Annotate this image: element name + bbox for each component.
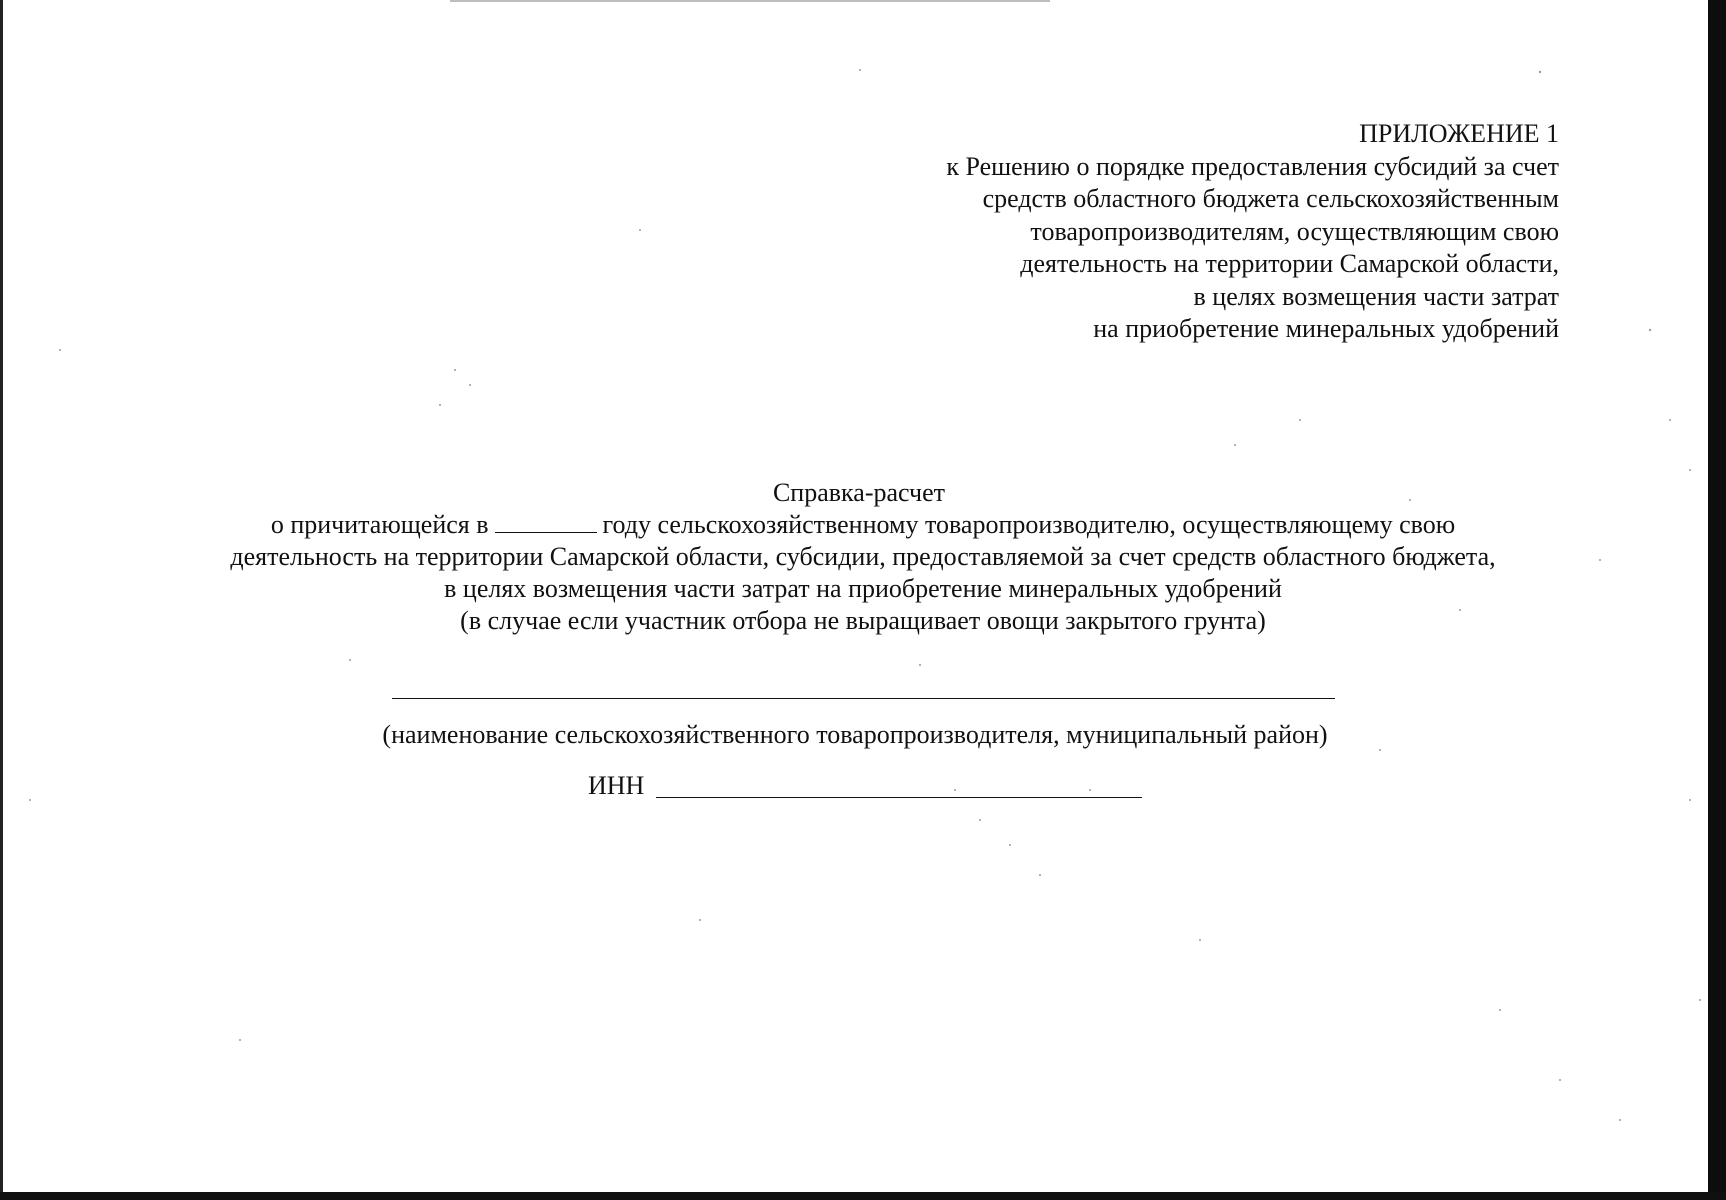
appendix-header: [839, 118, 1559, 346]
title-line-3: в целях возмещения части затрат на приобретение минеральных удобрений: [444, 574, 1282, 603]
appendix-line: к Решению о порядке предоставления субсидий за счет: [946, 151, 1559, 181]
title-line-1: [0, 509, 1726, 541]
inn-field[interactable]: [656, 797, 1142, 798]
appendix-line: деятельность на территории Самарской области,: [1020, 249, 1559, 278]
appendix-line: на приобретение минеральных удобрений: [1093, 314, 1559, 343]
inn-label: ИНН: [588, 771, 645, 800]
year-blank-field[interactable]: [495, 510, 597, 533]
producer-name-caption: (наименование сельскохозяйственного товаропроизводителя, муниципальный район): [382, 720, 1328, 749]
appendix-line: в целях возмещения части затрат: [1193, 281, 1559, 311]
appendix-line: товаропроизводителям, осуществляющим свою: [1030, 216, 1559, 246]
document-title-block: [0, 477, 1726, 637]
appendix-title: ПРИЛОЖЕНИЕ 1: [1359, 119, 1559, 148]
producer-name-field[interactable]: [392, 698, 1335, 699]
title-line-4: (в случае если участник отбора не выращивает овощи закрытого грунта): [460, 606, 1266, 635]
title-line-2: деятельность на территории Самарской области, субсидии, предоставляемой за счет средств областного бюджета,: [230, 542, 1496, 571]
title-line-1-start: о причитающейся в: [270, 510, 489, 539]
title-line-1-end: году сельскохозяйственному товаропроизводителю, осуществляющему свою: [602, 510, 1456, 539]
appendix-line: средств областного бюджета сельскохозяйственным: [982, 184, 1559, 213]
document-heading: Справка-расчет: [772, 478, 946, 507]
